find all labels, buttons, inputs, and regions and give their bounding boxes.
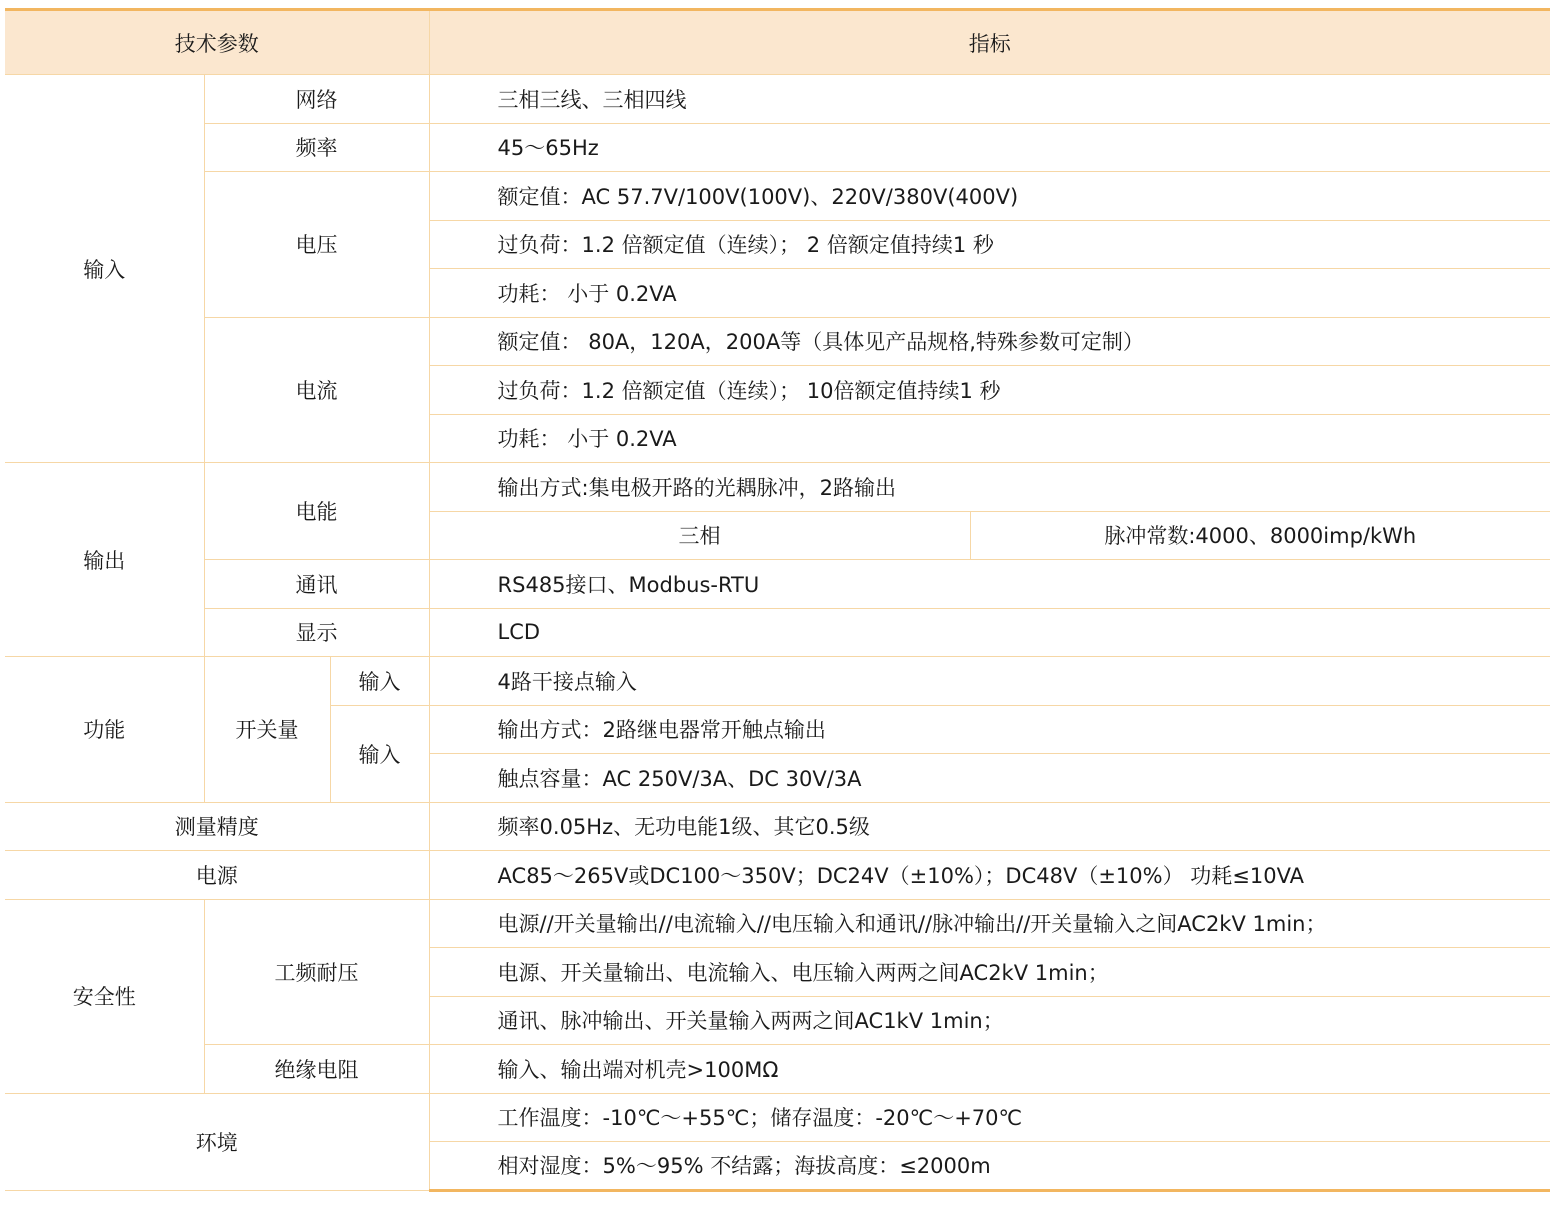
- withstand-line3: 通讯、脉冲输出、开关量输入两两之间AC1kV 1min；: [429, 996, 1550, 1045]
- table-row: [5, 560, 1550, 609]
- switch-output-mode: 输出方式：2路继电器常开触点输出: [429, 705, 1550, 754]
- voltage-power: 功耗： 小于 0.2VA: [429, 269, 1550, 318]
- frequency-value: 45～65Hz: [429, 123, 1550, 172]
- table-header-row: [5, 10, 1550, 75]
- group-output-label: 输出: [5, 463, 204, 657]
- withstand-line2: 电源、开关量输出、电流输入、电压输入两两之间AC2kV 1min；: [429, 948, 1550, 997]
- energy-mode: 输出方式:集电极开路的光耦脉冲，2路输出: [429, 463, 1550, 512]
- comm-value: RS485接口、Modbus-RTU: [429, 560, 1550, 609]
- switch-output-capacity: 触点容量：AC 250V/3A、DC 30V/3A: [429, 754, 1550, 803]
- table-row: [5, 75, 1550, 124]
- spec-table: [5, 8, 1550, 1192]
- insulation-value: 输入、输出端对机壳>100MΩ: [429, 1045, 1550, 1094]
- group-function-label: 功能: [5, 657, 204, 803]
- table-row: [5, 608, 1550, 657]
- table-row: [5, 802, 1550, 851]
- header-spec: 指标: [429, 10, 1550, 75]
- environment-label: 环境: [5, 1093, 429, 1190]
- network-label: 网络: [204, 75, 429, 124]
- table-row: [5, 1093, 1550, 1142]
- table-row: [5, 899, 1550, 948]
- comm-label: 通讯: [204, 560, 429, 609]
- insulation-label: 绝缘电阻: [204, 1045, 429, 1094]
- table-row: [5, 1045, 1550, 1094]
- switch-label: 开关量: [204, 657, 330, 803]
- switch-input-value: 4路干接点输入: [429, 657, 1550, 706]
- current-label: 电流: [204, 317, 429, 463]
- header-param: 技术参数: [5, 10, 429, 75]
- environment-humidity: 相对湿度：5%～95% 不结露；海拔高度：≤2000m: [429, 1142, 1550, 1191]
- table-row: [5, 851, 1550, 900]
- power-supply-value: AC85～265V或DC100～350V；DC24V（±10%）；DC48V（±10%） 功耗≤10VA: [429, 851, 1550, 900]
- energy-constant: 脉冲常数:4000、8000imp/kWh: [970, 511, 1550, 560]
- current-overload: 过负荷：1.2 倍额定值（连续）； 10倍额定值持续1 秒: [429, 366, 1550, 415]
- group-input-label: 输入: [5, 75, 204, 463]
- spec-table-container: [5, 8, 1550, 1192]
- group-safety-label: 安全性: [5, 899, 204, 1093]
- display-value: LCD: [429, 608, 1550, 657]
- current-rated: 额定值： 80A，120A，200A等（具体见产品规格,特殊参数可定制）: [429, 317, 1550, 366]
- table-row: [5, 172, 1550, 221]
- table-row: [5, 123, 1550, 172]
- accuracy-label: 测量精度: [5, 802, 429, 851]
- accuracy-value: 频率0.05Hz、无功电能1级、其它0.5级: [429, 802, 1550, 851]
- withstand-label: 工频耐压: [204, 899, 429, 1045]
- withstand-line1: 电源//开关量输出//电流输入//电压输入和通讯//脉冲输出//开关量输入之间AC2kV 1min；: [429, 899, 1550, 948]
- network-value: 三相三线、三相四线: [429, 75, 1550, 124]
- switch-input-label: 输入: [330, 657, 429, 706]
- frequency-label: 频率: [204, 123, 429, 172]
- voltage-rated: 额定值：AC 57.7V/100V(100V)、220V/380V(400V): [429, 172, 1550, 221]
- energy-label: 电能: [204, 463, 429, 560]
- voltage-label: 电压: [204, 172, 429, 318]
- table-row: [5, 463, 1550, 512]
- energy-phase: 三相: [429, 511, 970, 560]
- voltage-overload: 过负荷：1.2 倍额定值（连续）； 2 倍额定值持续1 秒: [429, 220, 1550, 269]
- table-row: [5, 657, 1550, 706]
- environment-temperature: 工作温度：-10℃～+55℃；储存温度：-20℃～+70℃: [429, 1093, 1550, 1142]
- table-row: [5, 317, 1550, 366]
- power-supply-label: 电源: [5, 851, 429, 900]
- switch-output-label: 输入: [330, 705, 429, 802]
- current-power: 功耗： 小于 0.2VA: [429, 414, 1550, 463]
- display-label: 显示: [204, 608, 429, 657]
